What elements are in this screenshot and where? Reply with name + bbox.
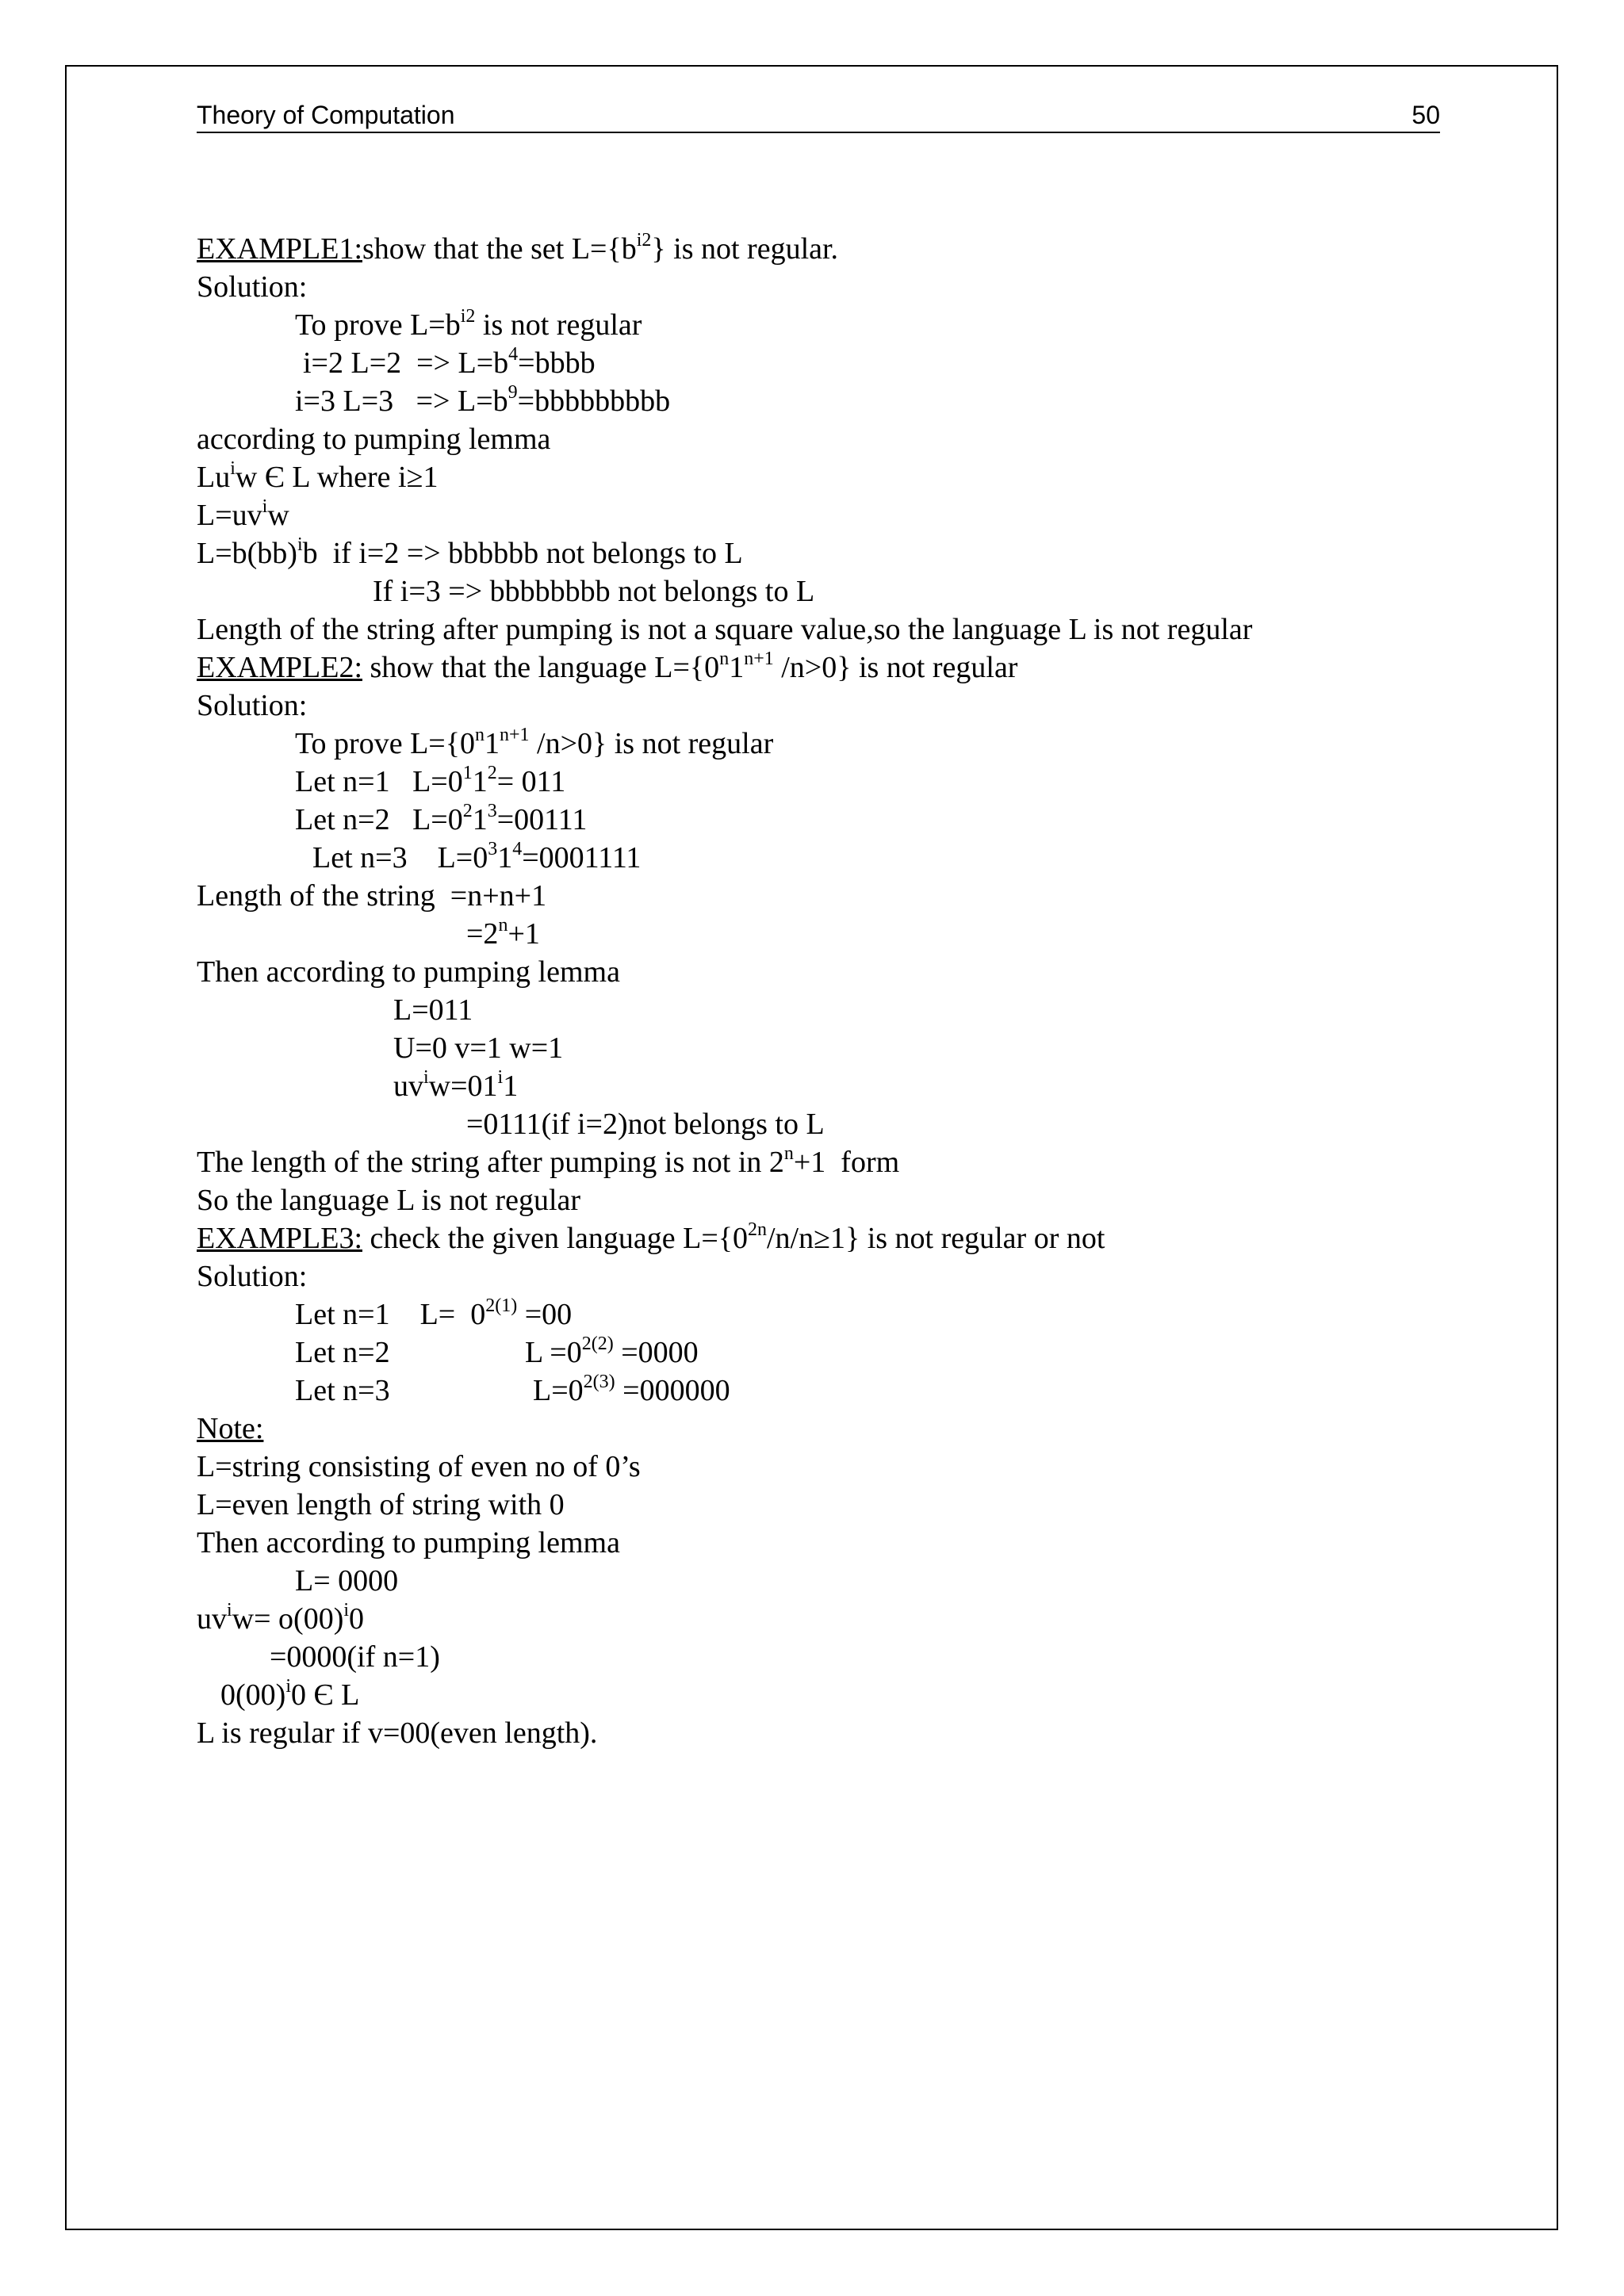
text: Let n=3 L=0 bbox=[312, 841, 488, 874]
superscript: 2(2) bbox=[581, 1334, 614, 1354]
text: To prove L=b bbox=[295, 308, 461, 342]
text: The length of the string after pumping is not in 2 bbox=[197, 1146, 784, 1179]
example-label: EXAMPLE3: bbox=[197, 1222, 362, 1255]
text: Lu bbox=[197, 461, 231, 494]
superscript: i2 bbox=[636, 230, 652, 251]
superscript: 2n bbox=[747, 1219, 767, 1240]
page-header bbox=[197, 97, 1440, 133]
text: i=2 L=2 => L=b bbox=[303, 346, 509, 380]
text: 0 Є L bbox=[290, 1678, 360, 1712]
text: 1 bbox=[472, 765, 488, 798]
text: +1 form bbox=[793, 1146, 900, 1179]
text: check the given language L={0 bbox=[362, 1222, 748, 1255]
text-line: according to pumping lemma bbox=[197, 423, 551, 456]
text: is not regular bbox=[475, 308, 642, 342]
superscript: 4 bbox=[512, 839, 523, 859]
solution-label: Solution: bbox=[197, 689, 308, 722]
text: /n>0} is not regular bbox=[773, 651, 1018, 684]
text: Length of the string after pumping is not a square value,so the language L is not regular bbox=[197, 613, 1253, 646]
text: L=b(bb) bbox=[197, 537, 297, 570]
text: L=0 bbox=[533, 1374, 584, 1407]
solution-label: Solution: bbox=[197, 1260, 308, 1293]
text: /n>0} is not regular bbox=[529, 727, 774, 760]
bullet-line bbox=[197, 1181, 1465, 1219]
example1-heading bbox=[197, 230, 1465, 268]
text: w bbox=[267, 499, 289, 532]
text: show that the set L={b bbox=[362, 232, 637, 266]
text-line bbox=[197, 725, 1465, 763]
superscript: i bbox=[262, 496, 268, 517]
text-line bbox=[197, 534, 1465, 572]
note-label bbox=[197, 1410, 1465, 1448]
superscript: n bbox=[719, 649, 730, 669]
text: b if i=2 => bbbbbb not belongs to L bbox=[302, 537, 743, 570]
superscript: 9 bbox=[508, 382, 518, 403]
text: Let n=1 L=0 bbox=[295, 765, 463, 798]
text: 1 bbox=[484, 727, 500, 760]
solution-label: Solution: bbox=[197, 270, 308, 304]
superscript: i bbox=[423, 1067, 429, 1088]
text: Let n=2 L=0 bbox=[295, 803, 463, 836]
text: 1 bbox=[503, 1070, 519, 1103]
text: 1 bbox=[729, 651, 745, 684]
superscript: i bbox=[285, 1676, 291, 1697]
superscript: n bbox=[474, 725, 485, 745]
text-line bbox=[197, 915, 1465, 953]
superscript: i2 bbox=[460, 306, 476, 327]
text-line bbox=[197, 344, 1465, 382]
bullet-line bbox=[197, 1714, 1465, 1752]
text-line bbox=[197, 458, 1465, 496]
text-line bbox=[197, 763, 1465, 801]
text: +1 bbox=[508, 917, 540, 951]
text-line bbox=[197, 1676, 1465, 1714]
text: =00111 bbox=[496, 803, 588, 836]
header-title: Theory of Computation bbox=[197, 101, 455, 129]
text-line: L=even length of string with 0 bbox=[197, 1488, 565, 1521]
superscript: 2(1) bbox=[485, 1295, 518, 1316]
text: =00 bbox=[517, 1298, 573, 1331]
text-line: If i=3 => bbbbbbbb not belongs to L bbox=[373, 575, 815, 608]
text-line bbox=[197, 382, 1465, 420]
example-label: EXAMPLE1: bbox=[197, 232, 362, 266]
text: Let n=3 bbox=[295, 1374, 390, 1407]
text: /n/n≥1} is not regular or not bbox=[766, 1222, 1105, 1255]
superscript: 4 bbox=[508, 344, 519, 365]
superscript: i bbox=[297, 534, 303, 555]
text: L =0 bbox=[525, 1336, 582, 1369]
text: = 011 bbox=[496, 765, 566, 798]
example2-heading bbox=[197, 649, 1465, 687]
text: =0000 bbox=[613, 1336, 699, 1369]
text-line: =0000(if n=1) bbox=[270, 1640, 440, 1674]
text: =000000 bbox=[615, 1374, 730, 1407]
bullet-line bbox=[197, 1143, 1465, 1181]
text-line bbox=[197, 1600, 1465, 1638]
bullet-line bbox=[197, 610, 1465, 649]
text-line bbox=[197, 1295, 1465, 1334]
text: show that the language L={0 bbox=[362, 651, 720, 684]
text-line bbox=[197, 1372, 1465, 1410]
text: =bbbb bbox=[518, 346, 596, 380]
superscript: 3 bbox=[488, 839, 498, 859]
superscript: i bbox=[343, 1600, 350, 1621]
text: 0 bbox=[349, 1602, 365, 1636]
text: L is regular if v=00(even length). bbox=[197, 1716, 598, 1750]
text: So the language L is not regular bbox=[197, 1184, 581, 1217]
text-line bbox=[197, 1334, 1465, 1372]
superscript: n+1 bbox=[744, 649, 774, 669]
text-line bbox=[197, 306, 1465, 344]
text: w Є L where i≥1 bbox=[235, 461, 439, 494]
text: 0(00) bbox=[220, 1678, 286, 1712]
superscript: 3 bbox=[487, 801, 497, 821]
text: =bbbbbbbbb bbox=[517, 385, 671, 418]
superscript: 2(3) bbox=[583, 1372, 615, 1392]
text: w= o(00) bbox=[232, 1602, 344, 1636]
text: 1 bbox=[472, 803, 488, 836]
superscript: 2 bbox=[487, 763, 497, 783]
superscript: n bbox=[783, 1143, 794, 1164]
text: =2 bbox=[466, 917, 499, 951]
text: } is not regular. bbox=[651, 232, 839, 266]
superscript: n bbox=[498, 915, 508, 936]
example-label: EXAMPLE2: bbox=[197, 651, 362, 684]
text: Note: bbox=[197, 1412, 264, 1445]
text: 1 bbox=[497, 841, 513, 874]
text-line: =0111(if i=2)not belongs to L bbox=[466, 1108, 825, 1141]
text-line bbox=[197, 1067, 1465, 1105]
text: uv bbox=[393, 1070, 423, 1103]
text-line: Length of the string =n+n+1 bbox=[197, 879, 547, 913]
page-content bbox=[197, 230, 1465, 1752]
superscript: 2 bbox=[462, 801, 473, 821]
text-line bbox=[197, 496, 1465, 534]
text: To prove L={0 bbox=[295, 727, 475, 760]
text-line: L=string consisting of even no of 0’s bbox=[197, 1450, 641, 1483]
text-line: L= 0000 bbox=[295, 1564, 399, 1598]
superscript: i bbox=[227, 1600, 232, 1621]
superscript: 1 bbox=[462, 763, 473, 783]
superscript: n+1 bbox=[499, 725, 530, 745]
superscript: i bbox=[497, 1067, 504, 1088]
text-line: L=011 bbox=[393, 993, 473, 1027]
page-number: 50 bbox=[1411, 101, 1440, 129]
text: L=uv bbox=[197, 499, 262, 532]
text: i=3 L=3 => L=b bbox=[295, 385, 508, 418]
text-line: U=0 v=1 w=1 bbox=[393, 1031, 564, 1065]
text: Let n=2 bbox=[295, 1336, 390, 1369]
text-line: Then according to pumping lemma bbox=[197, 955, 620, 989]
superscript: i bbox=[230, 458, 236, 479]
text-line: Then according to pumping lemma bbox=[197, 1526, 620, 1559]
text-line bbox=[197, 801, 1465, 839]
text: uv bbox=[197, 1602, 227, 1636]
text: w=01 bbox=[428, 1070, 498, 1103]
text-line bbox=[197, 839, 1465, 877]
text: Let n=1 L= 0 bbox=[295, 1298, 486, 1331]
example3-heading bbox=[197, 1219, 1465, 1257]
text: =0001111 bbox=[522, 841, 642, 874]
